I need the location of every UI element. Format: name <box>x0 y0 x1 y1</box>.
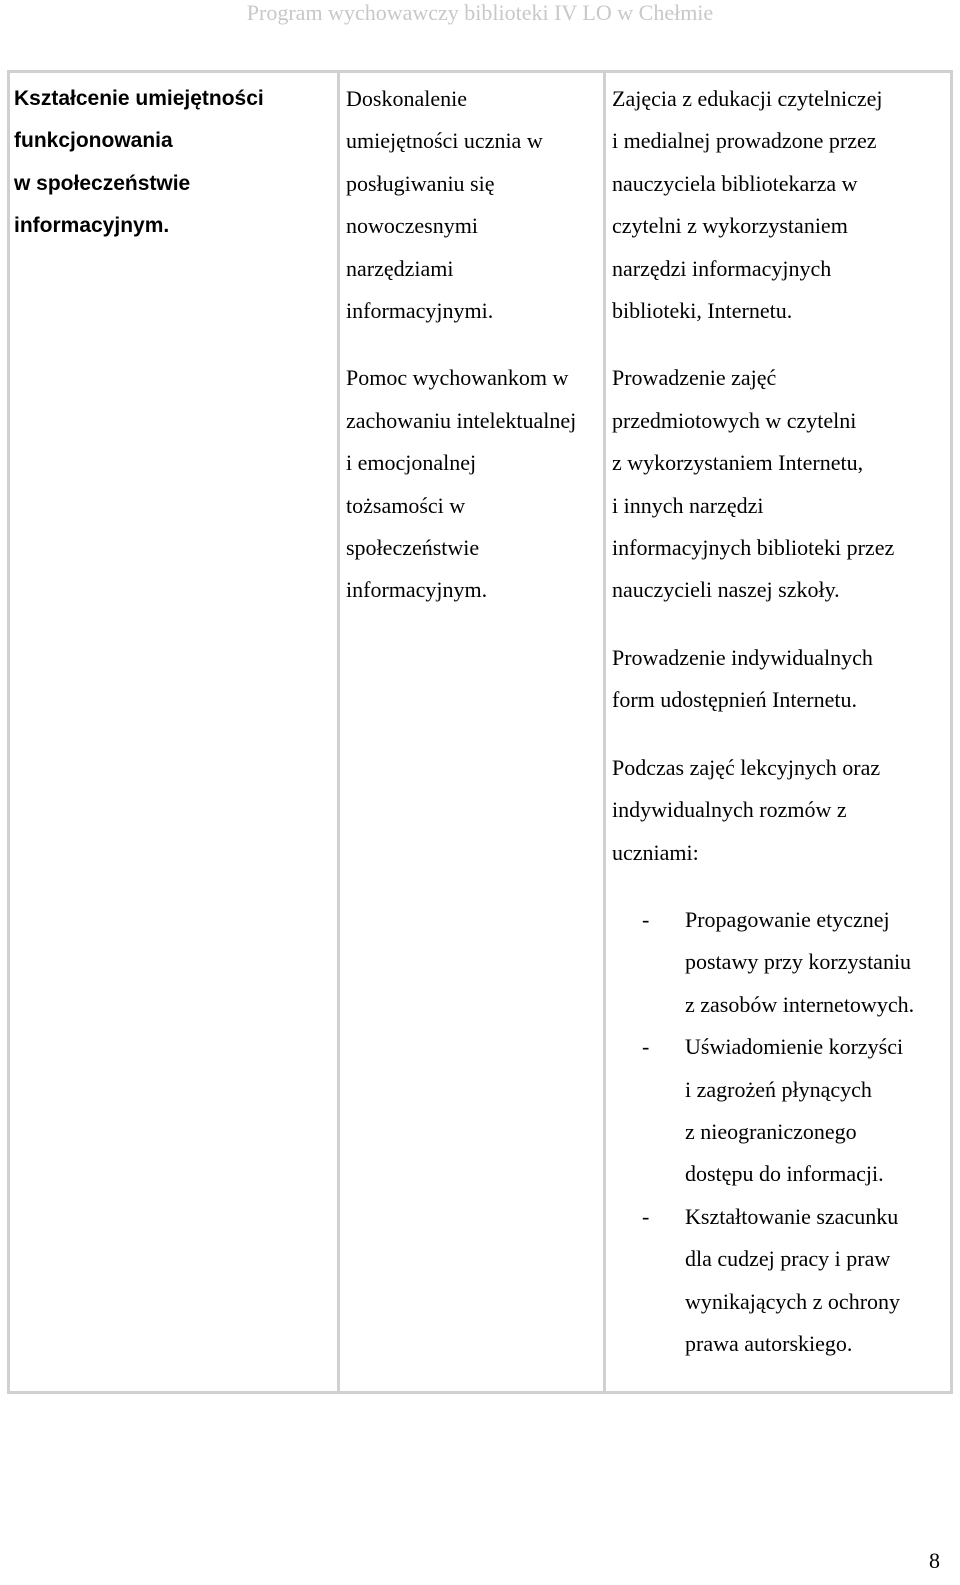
task-4: Podczas zajęć lekcyjnych oraz indywidualnych rozmów z uczniami: <box>612 754 881 865</box>
list-item <box>642 899 950 1026</box>
list-item <box>642 1026 950 1196</box>
goals-column <box>340 73 606 1391</box>
goal-1: Doskonalenie umiejętności ucznia w posługiwaniu się nowoczesnymi narzędziami informacyjnymi. <box>346 86 543 324</box>
dash-bullet: - <box>642 906 650 932</box>
task-2: Prowadzenie zajęć przedmiotowych w czytelni z wykorzystaniem Internetu, i innych narzędzi informacyjnych biblioteki przez nauczycieli naszej szkoły. <box>612 365 895 603</box>
list-item <box>642 1196 950 1366</box>
bullet-text: Uświadomienie korzyści i zagrożeń płynących z nieograniczonego dostępu do informacji. <box>685 1034 904 1187</box>
area-heading: Kształcenie umiejętności funkcjonowania w społeczeństwie informacyjnym. <box>14 87 264 238</box>
dash-bullet: - <box>642 1034 650 1060</box>
dash-bullet: - <box>642 1203 650 1229</box>
bullet-text: Propagowanie etycznej postawy przy korzystaniu z zasobów internetowych. <box>685 906 915 1017</box>
bullet-text: Kształtowanie szacunku dla cudzej pracy i praw wynikających z ochrony prawa autorskiego. <box>685 1203 901 1356</box>
goal-2: Pomoc wychowankom w zachowaniu intelektualnej i emocjonalnej tożsamości w społeczeństwie informacyjnym. <box>346 365 577 603</box>
page-number: 8 <box>929 1548 940 1573</box>
task-1: Zajęcia z edukacji czytelniczej i medialnej prowadzone przez nauczyciela bibliotekarza w czytelni z wykorzystaniem narzędzi informacyjnych biblioteki, Internetu. <box>612 86 883 324</box>
task-3: Prowadzenie indywidualnych form udostępnień Internetu. <box>612 644 873 713</box>
task-bullet-list <box>612 899 950 1365</box>
program-table <box>7 70 953 1394</box>
area-column <box>10 73 340 1391</box>
running-header: Program wychowawczy biblioteki IV LO w Chełmie <box>246 0 714 25</box>
tasks-column <box>606 73 950 1391</box>
